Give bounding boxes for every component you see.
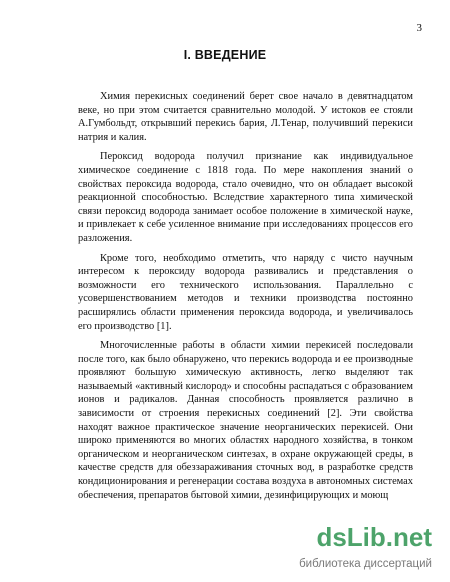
paragraph-4: Многочисленные работы в области химии перекисей последовали после того, как было обнаружено, что перекись водорода и ее производные проявляют большую химическую активность, легко выделяют так называемый «активный кислород» и способны распадаться с образованием ионов и радикалов. Данная способность проявляется различно в зависимости от строения перекисных соединений [2]. Эти свойства находят важное практическое значение неорганических перекисей. Они широко применяются во многих областях народного хозяйства, в тонком органическом и неорганическом синтезах, в охране окружающей среды, в качестве средств для обеззараживания сточных вод, в разработке средств кондиционирования и регенерации состава воздуха в автономных системах обеспечения, препаратов бытовой химии, дезинфицирующих и моющ bbox=[78, 340, 413, 501]
paragraph-1: Химия перекисных соединений берет свое начало в девятнадцатом веке, но при этом считается сравнительно молодой. У истоков ее стояли А.Гумбольдт, открывший перекись бария, Л.Тенар, получивший перекиси натрия и калия. bbox=[78, 91, 413, 143]
paragraph-3: Кроме того, необходимо отметить, что наряду с чисто научным интересом к пероксиду водорода развивались и представления о возможности его технического использования. Параллельно с усовершенствованием методов и техники производства постоянно расширялись области применения пероксида водорода, и увеличивалось его производство [1]. bbox=[78, 252, 413, 332]
paragraph-2: Пероксид водорода получил признание как индивидуальное химическое соединение с 1818 года. По мере накопления знаний о свойствах пероксида водорода, стало очевидно, что он обладает высокой реакционной способностью. Вследствие характерного типа химической связи пероксид водорода занимает особое положение в химической науке, и привлекает к себе усиленное внимание при исследованиях процессов его разложения. bbox=[78, 151, 413, 244]
watermark-subtitle: библиотека диссертаций bbox=[299, 558, 432, 570]
page-number: 3 bbox=[416, 22, 422, 34]
section-heading: I. ВВЕДЕНИЕ bbox=[183, 48, 267, 62]
body-text bbox=[78, 90, 413, 502]
watermark bbox=[299, 522, 432, 572]
watermark-logo: dsLib.net bbox=[316, 522, 432, 552]
